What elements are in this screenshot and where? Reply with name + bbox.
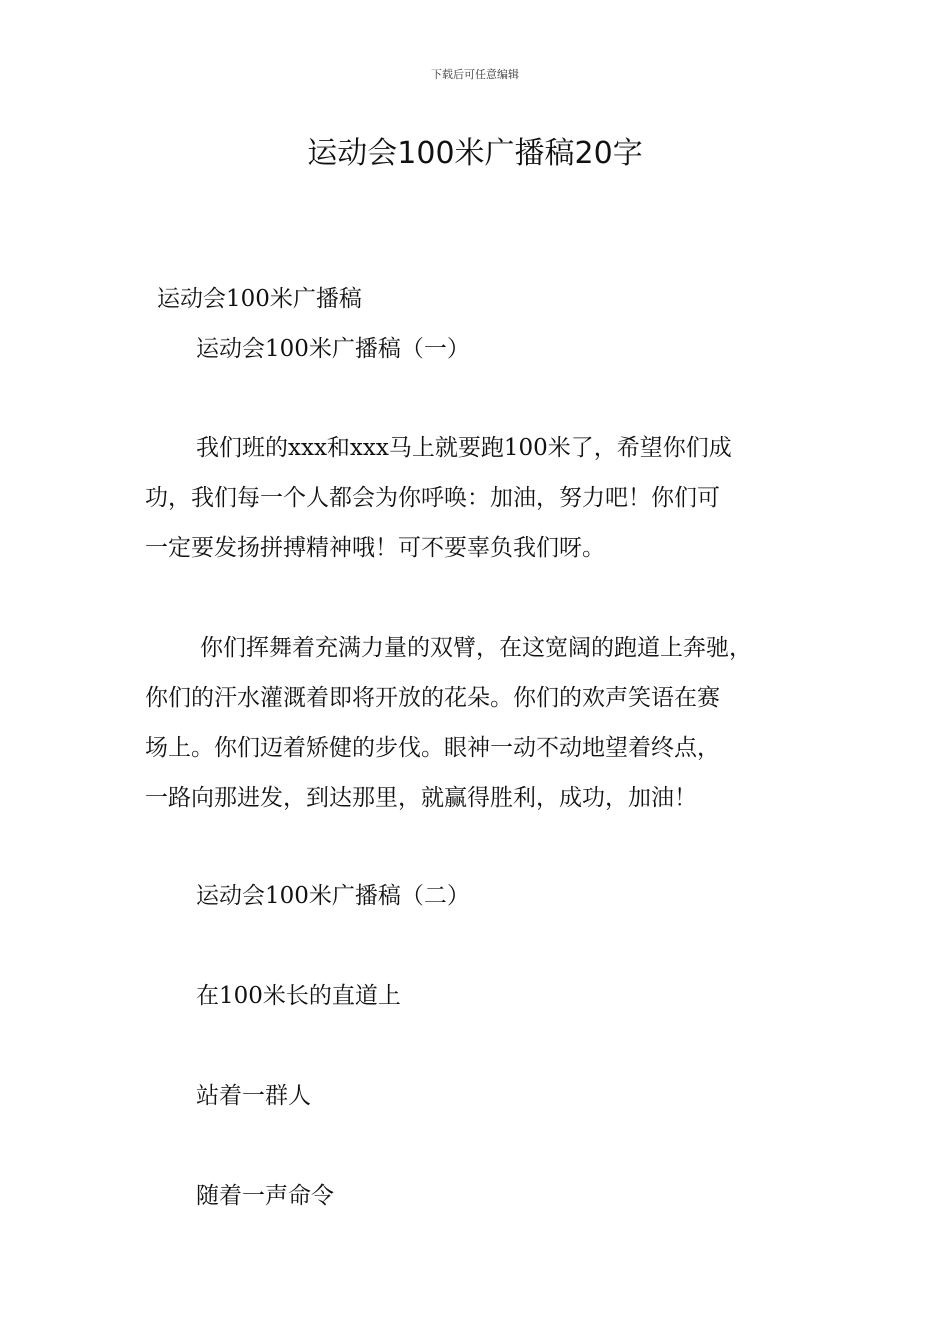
poem-line-2: 站着一群人 (196, 1083, 311, 1109)
poem-line-1: 在100米长的直道上 (196, 983, 401, 1009)
poem-line-3: 随着一声命令 (196, 1183, 334, 1209)
paragraph-2-line-4: 一路向那进发，到达那里，就赢得胜利，成功，加油！ (145, 785, 697, 811)
document-subtitle: 运动会100米广播稿 (157, 286, 362, 312)
section-heading-2: 运动会100米广播稿（二） (196, 883, 470, 909)
paragraph-2-line-2: 你们的汗水灌溉着即将开放的花朵。你们的欢声笑语在赛 (145, 685, 720, 711)
paragraph-1-line-1: 我们班的xxx和xxx马上就要跑100米了，希望你们成 (196, 435, 732, 461)
section-heading-1: 运动会100米广播稿（一） (196, 336, 470, 362)
paragraph-2-line-1: 你们挥舞着充满力量的双臂，在这宽阔的跑道上奔驰， (200, 635, 752, 661)
document-title: 运动会100米广播稿20字 (307, 136, 643, 171)
paragraph-1-line-3: 一定要发扬拼搏精神哦！可不要辜负我们呀。 (145, 535, 605, 561)
header-note: 下载后可任意编辑 (431, 68, 519, 81)
paragraph-2-line-3: 场上。你们迈着矫健的步伐。眼神一动不动地望着终点， (145, 735, 720, 761)
paragraph-1-line-2: 功，我们每一个人都会为你呼唤：加油，努力吧！你们可 (145, 485, 720, 511)
